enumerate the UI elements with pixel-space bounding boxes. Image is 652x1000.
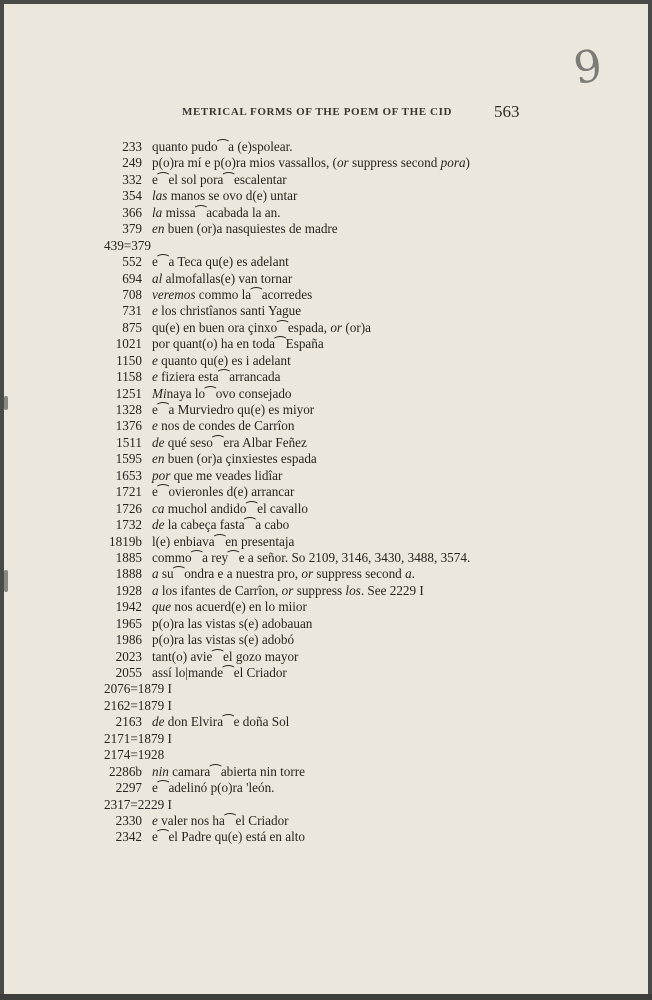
verse-number: 731 <box>122 303 142 319</box>
verse-number: 2286b <box>109 763 142 779</box>
verse-text <box>152 566 415 582</box>
verse-line <box>104 550 574 566</box>
verse-number: 1158 <box>116 369 142 385</box>
italic-segment: que <box>152 599 172 615</box>
italic-segment: e <box>152 369 158 385</box>
verse-number: 552 <box>122 254 142 270</box>
text-segment: p(o)ra mí e p(o)ra mios vassallos, ( <box>152 155 337 171</box>
pencil-page-mark: 9 <box>570 40 606 95</box>
verse-line <box>104 386 574 402</box>
verse-number: 233 <box>122 139 142 154</box>
verse-text <box>152 517 289 533</box>
italic-segment: a <box>405 566 412 582</box>
verse-text <box>152 402 314 418</box>
verse-number: 1965 <box>115 615 142 631</box>
verse-number: 1251 <box>115 385 142 401</box>
verse-text <box>152 616 312 632</box>
verse-number: 708 <box>122 286 142 302</box>
verse-number: 1928 <box>115 582 142 598</box>
verse-text <box>152 632 294 648</box>
verse-line <box>104 681 574 697</box>
text-segment: ) <box>465 155 470 171</box>
verse-line <box>104 172 574 188</box>
verse-number: 1328 <box>115 402 142 417</box>
text-segment: missa⁀acabada la an. <box>162 204 281 220</box>
verse-text <box>152 254 289 270</box>
italic-segment: por <box>152 467 171 483</box>
verse-text <box>152 534 294 550</box>
verse-text <box>152 435 307 451</box>
text-segment: don Elvira⁀e doña Sol <box>164 714 290 730</box>
text-segment: buen (or)a çinxiestes espada <box>164 451 317 467</box>
italic-segment: en <box>152 451 165 467</box>
text-segment: tant(o) avie⁀el gozo mayor <box>152 648 299 664</box>
verse-number: 1021 <box>115 336 142 352</box>
verse-text <box>152 468 282 484</box>
text-segment: commo⁀a rey⁀e a señor. So 2109, 3146, 3430, 3488, 3574. <box>152 549 471 565</box>
verse-number: 332 <box>122 171 142 187</box>
text-segment: manos se ovo d(e) untar <box>167 188 298 204</box>
verse-text <box>152 271 292 287</box>
verse-text <box>152 550 470 566</box>
text-segment: valer nos ha⁀el Criador <box>157 812 289 828</box>
verse-line <box>104 714 574 730</box>
verse-number: 1150 <box>116 352 142 368</box>
italic-segment: or <box>301 566 314 582</box>
verse-line <box>104 764 574 780</box>
verse-number: 1888 <box>115 566 142 582</box>
verse-line <box>104 139 574 155</box>
verse-line <box>104 501 574 517</box>
text-segment: qu(e) en buen ora çinxo⁀espada, <box>152 319 331 335</box>
verse-number: 1732 <box>115 517 142 533</box>
verse-text <box>152 829 305 845</box>
italic-segment: or <box>330 319 343 335</box>
verse-text <box>152 501 308 517</box>
italic-segment: la <box>152 204 163 220</box>
text-segment: su⁀ondra e a nuestra pro, <box>158 566 302 582</box>
italic-segment: e <box>152 303 158 319</box>
text-segment: assí lo|mande⁀el Criador <box>152 665 287 680</box>
italic-segment: de <box>152 714 165 730</box>
verse-number: 379 <box>122 221 142 237</box>
text-segment: suppress second <box>313 566 406 582</box>
verse-line <box>104 353 574 369</box>
verse-line <box>104 484 574 500</box>
margin-mark <box>4 570 8 592</box>
verse-number: 1726 <box>115 500 142 516</box>
verse-number: 1942 <box>115 599 142 615</box>
text-segment: e⁀adelinó p(o)ra 'león. <box>152 780 275 796</box>
verse-line <box>104 254 574 270</box>
verse-text <box>152 813 289 829</box>
italic-segment: e <box>152 812 158 828</box>
verse-line <box>104 632 574 648</box>
verse-number: 2163 <box>115 714 142 730</box>
text-segment: . See 2229 I <box>360 582 424 598</box>
verse-text <box>152 172 287 188</box>
italic-segment: en <box>152 221 165 237</box>
text-segment: e⁀ovieronles d(e) arrancar <box>152 484 295 500</box>
verse-line <box>104 418 574 434</box>
verse-text <box>152 369 280 385</box>
verse-number: 1595 <box>115 451 142 467</box>
verse-line <box>104 797 574 813</box>
italic-segment: a <box>152 566 159 582</box>
verse-number: 1376 <box>115 418 142 434</box>
page-number: 563 <box>494 102 520 121</box>
verse-text <box>152 386 292 402</box>
verse-text <box>152 221 338 237</box>
verse-line <box>104 451 574 467</box>
italic-segment: al <box>152 270 163 286</box>
verse-text <box>152 205 281 221</box>
text-segment: e⁀el Padre qu(e) está en alto <box>152 829 306 845</box>
verse-text <box>152 764 305 780</box>
verse-line <box>104 665 574 681</box>
verse-line <box>104 320 574 336</box>
text-segment: (or)a <box>342 319 371 335</box>
verse-line <box>104 238 574 254</box>
text-segment: commo la⁀acorredes <box>195 286 313 302</box>
verse-number: 1721 <box>115 484 142 500</box>
verse-text <box>152 649 298 665</box>
verse-line <box>104 271 574 287</box>
verse-number: 2023 <box>115 648 142 664</box>
verse-line <box>104 205 574 221</box>
verse-line <box>104 287 574 303</box>
verse-line <box>104 435 574 451</box>
verse-text <box>152 303 301 319</box>
verse-number: 1653 <box>115 467 142 483</box>
running-head: METRICAL FORMS OF THE POEM OF THE CID <box>182 106 453 118</box>
verse-number: 1819b <box>109 533 142 549</box>
verse-number: 439=379 <box>104 237 151 253</box>
text-segment: fiziera esta⁀arrancada <box>157 369 281 385</box>
verse-number: 2297 <box>115 780 142 796</box>
italic-segment: de <box>152 517 165 533</box>
verse-line <box>104 336 574 352</box>
verse-text <box>152 418 294 434</box>
italic-segment: pora <box>440 155 466 171</box>
text-segment: buen (or)a nasquiestes de madre <box>164 221 338 237</box>
text-segment: por quant(o) ha en toda⁀España <box>152 336 324 352</box>
verse-number: 2342 <box>115 829 142 845</box>
verse-line <box>104 221 574 237</box>
italic-segment: Mi <box>152 385 167 401</box>
text-segment: l(e) enbiava⁀en presentaja <box>152 533 295 549</box>
verse-text <box>152 780 274 796</box>
verse-line <box>104 303 574 319</box>
italic-segment: ca <box>152 500 165 516</box>
verse-number: 694 <box>122 270 142 286</box>
text-segment: suppress second <box>348 155 441 171</box>
text-segment: nos acuerd(e) en lo miior <box>171 599 307 615</box>
text-segment: e⁀a Murviedro qu(e) es miyor <box>152 402 315 417</box>
text-segment: suppress <box>293 582 346 598</box>
verse-text <box>152 599 307 615</box>
text-segment: e⁀el sol pora⁀escalentar <box>152 171 287 187</box>
verse-list <box>104 139 574 846</box>
verse-line <box>104 780 574 796</box>
text-segment: almofallas(e) van tornar <box>162 270 293 286</box>
verse-line <box>104 698 574 714</box>
italic-segment: e <box>152 352 158 368</box>
verse-line <box>104 188 574 204</box>
verse-number: 1986 <box>115 632 142 648</box>
verse-number: 2162=1879 I <box>104 697 172 713</box>
verse-text <box>152 336 324 352</box>
verse-number: 2317=2229 I <box>104 796 172 812</box>
text-segment: naya lo⁀ovo consejado <box>166 385 292 401</box>
italic-segment: a <box>152 582 159 598</box>
text-segment: quanto qu(e) es i adelant <box>157 352 291 368</box>
italic-segment: or <box>281 582 294 598</box>
verse-number: 2076=1879 I <box>104 681 172 697</box>
verse-number: 366 <box>122 204 142 220</box>
verse-line <box>104 155 574 171</box>
verse-text <box>152 451 317 467</box>
verse-number: 2171=1879 I <box>104 730 172 746</box>
italic-segment: las <box>152 188 168 204</box>
text-segment: p(o)ra las vistas s(e) adobauan <box>152 615 313 631</box>
text-segment: . <box>411 566 415 582</box>
verse-text <box>152 484 294 500</box>
verse-number: 875 <box>122 319 142 335</box>
italic-segment: de <box>152 434 165 450</box>
text-segment: nos de condes de Carrîon <box>157 418 295 434</box>
text-segment: e⁀a Teca qu(e) es adelant <box>152 254 289 270</box>
text-segment: quanto pudo⁀a (e)spolear. <box>152 139 293 154</box>
book-page <box>4 4 648 994</box>
verse-line <box>104 649 574 665</box>
verse-number: 1511 <box>116 434 142 450</box>
verse-number: 249 <box>122 155 142 171</box>
verse-line <box>104 747 574 763</box>
verse-text <box>152 714 289 730</box>
verse-text <box>152 155 470 171</box>
text-segment: la cabeça fasta⁀a cabo <box>164 517 290 533</box>
scan-edge <box>0 994 652 1000</box>
text-segment: los ifantes de Carrîon, <box>158 582 282 598</box>
verse-number: 2174=1928 <box>104 747 165 763</box>
text-segment: camara⁀abierta nin torre <box>168 763 306 779</box>
verse-text <box>152 139 293 155</box>
italic-segment: los <box>345 582 361 598</box>
verse-number: 354 <box>122 188 142 204</box>
verse-text <box>152 665 287 681</box>
verse-line <box>104 468 574 484</box>
verse-line <box>104 566 574 582</box>
italic-segment: veremos <box>152 286 196 302</box>
margin-mark <box>4 396 8 410</box>
verse-line <box>104 517 574 533</box>
italic-segment: or <box>336 155 349 171</box>
text-segment: p(o)ra las vistas s(e) adobó <box>152 632 295 648</box>
verse-text <box>152 287 312 303</box>
text-segment: qué seso⁀era Albar Feñez <box>164 434 307 450</box>
verse-text <box>152 353 291 369</box>
verse-text <box>152 320 371 336</box>
verse-number: 2330 <box>115 812 142 828</box>
verse-line <box>104 829 574 845</box>
verse-text <box>152 583 424 599</box>
italic-segment: e <box>152 418 158 434</box>
verse-line <box>104 599 574 615</box>
verse-number: 2055 <box>115 665 142 680</box>
italic-segment: nin <box>152 763 169 779</box>
text-segment: muchol andido⁀el cavallo <box>164 500 308 516</box>
verse-line <box>104 534 574 550</box>
verse-line <box>104 583 574 599</box>
verse-line <box>104 813 574 829</box>
verse-line <box>104 369 574 385</box>
text-segment: los christîanos santi Yague <box>157 303 302 319</box>
verse-text <box>152 188 297 204</box>
verse-line <box>104 402 574 418</box>
text-segment: que me veades lidîar <box>170 467 283 483</box>
verse-number: 1885 <box>115 549 142 565</box>
verse-line <box>104 731 574 747</box>
verse-line <box>104 616 574 632</box>
